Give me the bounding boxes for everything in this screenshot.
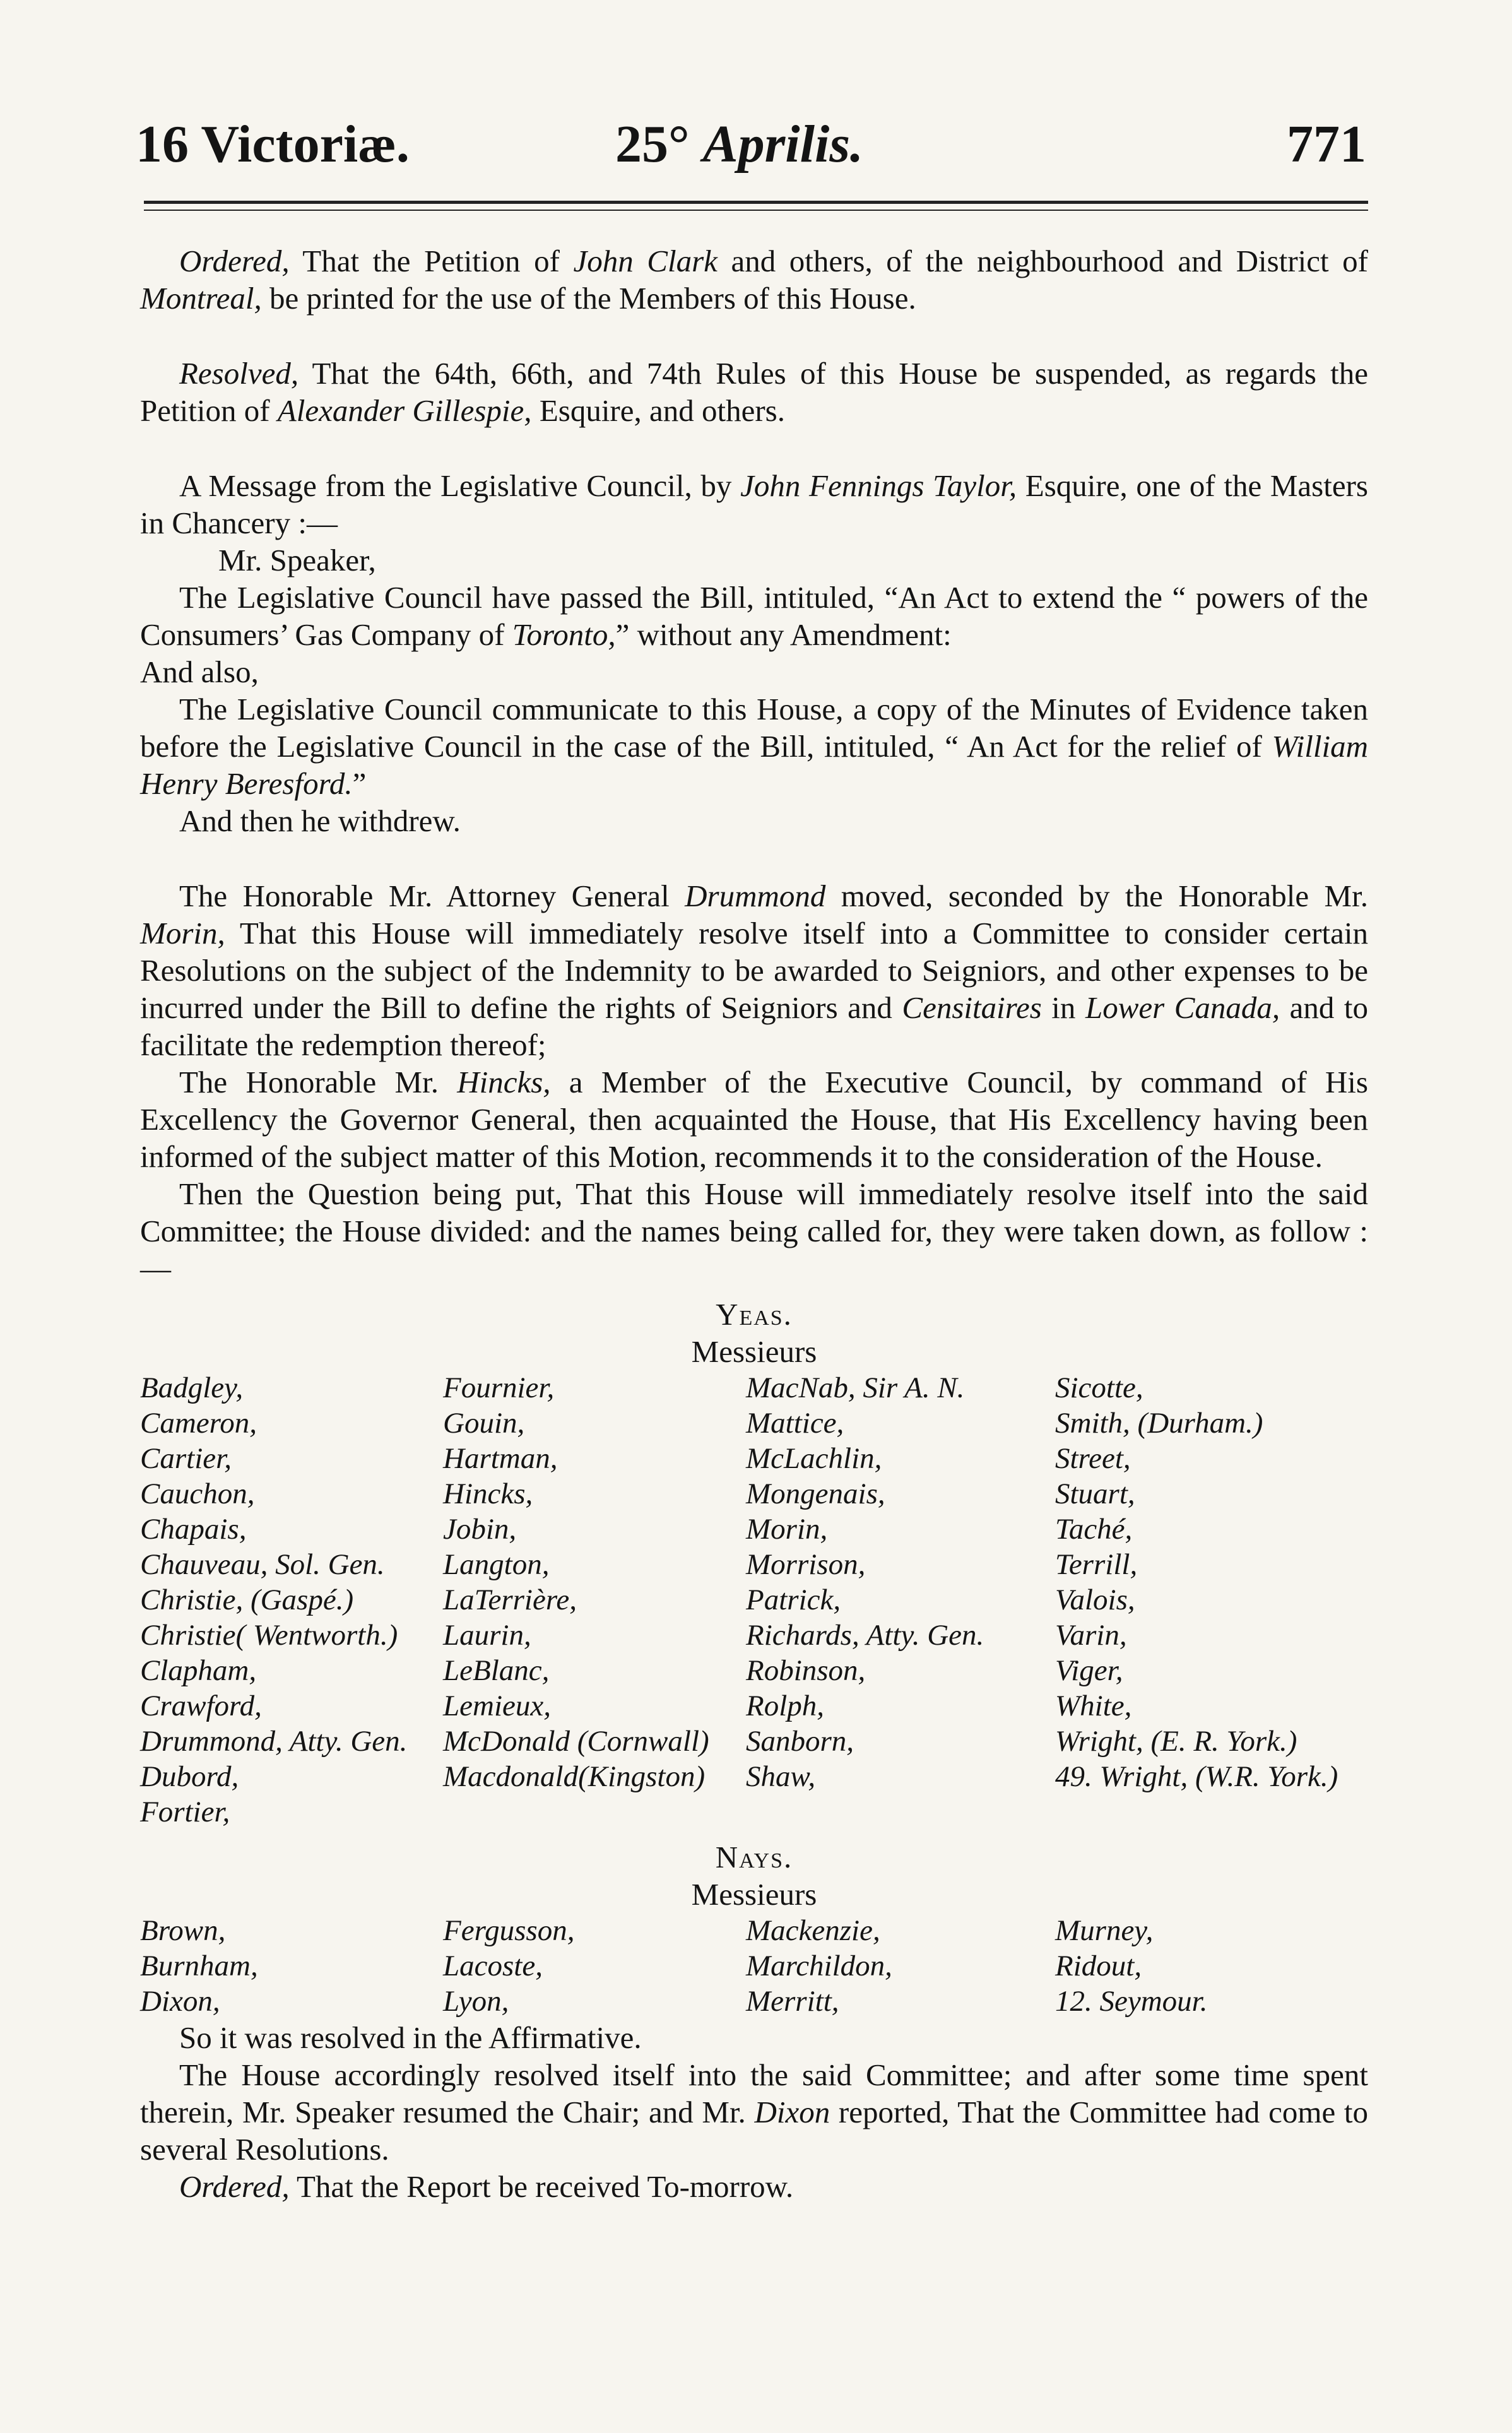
member-name: Cameron, (140, 1407, 257, 1440)
member-name: Mongenais, (746, 1477, 885, 1510)
member-name: Morin, (746, 1513, 828, 1546)
member-name: McDonald (Cornwall) (443, 1725, 709, 1758)
table-row (140, 1441, 1368, 1476)
table-row (140, 1547, 1368, 1582)
name: John Fennings Taylor, (740, 468, 1017, 503)
page-header (136, 101, 1366, 177)
text: and others, of the neighbourhood and District of (717, 244, 1368, 278)
page-body (140, 242, 1368, 2205)
member-name: Smith, (Durham.) (1055, 1407, 1263, 1440)
name: Morin, (140, 916, 225, 950)
member-name: Robinson, (746, 1654, 866, 1687)
member-name: Stuart, (1055, 1477, 1135, 1510)
table-row (140, 1794, 1368, 1830)
table-row (140, 1913, 1368, 1948)
table-row (140, 1653, 1368, 1688)
table-row (140, 1759, 1368, 1794)
table-row (140, 1984, 1368, 2019)
label-resolved: Resolved, (179, 356, 299, 391)
member-name: McLachlin, (746, 1442, 882, 1475)
member-name: Valois, (1055, 1584, 1135, 1616)
text: The Honorable Mr. Attorney General (179, 879, 685, 913)
yeas-table (140, 1370, 1368, 1830)
table-row (140, 1724, 1368, 1759)
member-name: Badgley, (140, 1371, 244, 1404)
member-name: 49. Wright, (W.R. York.) (1055, 1760, 1338, 1793)
text: The Legislative Council communicate to this House, a copy of the Minutes of Evidence taken before the Legislative Council in the case of the Bill, intituled, “ An Act for the relief of (140, 692, 1368, 764)
report-order (140, 2168, 1368, 2205)
date-number: 25° (615, 115, 690, 174)
name: Hincks, (457, 1065, 551, 1099)
place: Toronto, (512, 617, 616, 652)
text: Esquire, one of the Masters in Chancery :— (140, 468, 1369, 540)
member-name: Terrill, (1055, 1548, 1138, 1581)
table-row (140, 1476, 1368, 1512)
member-name: MacNab, Sir A. N. (746, 1371, 965, 1404)
speaker-address: Mr. Speaker, (218, 543, 376, 577)
member-name: Chauveau, Sol. Gen. (140, 1548, 385, 1581)
member-name: Lacoste, (443, 1950, 543, 1982)
text: a Member of the Executive Council, by command of His Excellency the Governor General, then acquainted the House, that His Excellency having been informed of the subject matter of this Motion, recommends it to the consideration of the House. (140, 1065, 1368, 1174)
motion-text (140, 877, 1368, 1063)
member-name: Lemieux, (443, 1690, 551, 1722)
member-name: Brown, (140, 1914, 226, 1947)
member-name: Drummond, Atty. Gen. (140, 1725, 408, 1758)
text: The House accordingly resolved itself into the said Committee; and after some time spent therein, Mr. Speaker resumed the Chair; and Mr. (140, 2057, 1368, 2129)
committee-report (140, 2056, 1368, 2168)
member-name: Fergusson, (443, 1914, 575, 1947)
member-name: Crawford, (140, 1690, 262, 1722)
member-name: Rolph, (746, 1690, 825, 1722)
text: That this House will immediately resolve itself into a Committee to consider certain Resolutions on the subject of the Indemnity to be awarded to Seigniors, and other expenses to be incurred under the Bill to define the rights of Seigniors and (140, 916, 1368, 1025)
member-name: Dixon, (140, 1985, 220, 2018)
member-name: 12. Seymour. (1055, 1985, 1208, 2018)
member-name: Dubord, (140, 1760, 239, 1793)
member-name: Cartier, (140, 1442, 232, 1475)
messenger-withdrew: And then he withdrew. (179, 803, 461, 838)
member-name: Chapais, (140, 1513, 247, 1546)
nays-table (140, 1913, 1368, 2019)
yeas-messieurs: Messieurs (691, 1334, 817, 1369)
text: in (1041, 990, 1085, 1025)
name: Drummond (685, 879, 826, 913)
text: Esquire, and others. (531, 393, 785, 428)
member-name: Jobin, (443, 1513, 517, 1546)
member-name: Murney, (1055, 1914, 1154, 1947)
nays-heading: Nays. (715, 1840, 793, 1874)
term: Censitaires (902, 990, 1042, 1025)
text: The Legislative Council have passed the Bill, intituled, “An Act to extend the “ powers of the Consumers’ Gas Company of (140, 580, 1368, 652)
royal-recommendation (140, 1063, 1368, 1175)
member-name: Fortier, (140, 1796, 230, 1828)
text: be printed for the use of the Members of this House. (261, 281, 916, 316)
header-rule-thin (144, 210, 1368, 211)
member-name: Langton, (443, 1548, 550, 1581)
yeas-heading: Yeas. (716, 1297, 793, 1332)
text: That the 64th, 66th, and 74th Rules of this House be suspended, as regards the Petition of (140, 356, 1368, 428)
member-name: Cauchon, (140, 1477, 255, 1510)
member-name: Gouin, (443, 1407, 525, 1440)
member-name: Clapham, (140, 1654, 257, 1687)
member-name: Street, (1055, 1442, 1131, 1475)
table-row (140, 1948, 1368, 1984)
member-name: Patrick, (746, 1584, 841, 1616)
date-month: Aprilis. (702, 115, 864, 174)
petition-order (140, 242, 1368, 317)
question-put: Then the Question being put, That this House will immediately resolve itself into the said Committee; the House divided: and the names being called for, they were taken down, as follow :— (140, 1176, 1368, 1286)
place: Montreal, (140, 281, 262, 316)
member-name: Viger, (1055, 1654, 1123, 1687)
member-name: Sanborn, (746, 1725, 854, 1758)
member-name: Sicotte, (1055, 1371, 1143, 1404)
table-row (140, 1512, 1368, 1547)
member-name: Macdonald(Kingston) (443, 1760, 706, 1793)
member-name: Fournier, (443, 1371, 555, 1404)
name: Dixon (754, 2095, 830, 2129)
text: ” without any Amendment: (615, 617, 952, 652)
bill-passed (140, 579, 1368, 653)
name: Alexander Gillespie, (277, 393, 532, 428)
member-name: Laurin, (443, 1619, 531, 1652)
page-date (615, 114, 863, 175)
table-row (140, 1688, 1368, 1724)
member-name: Hartman, (443, 1442, 558, 1475)
member-name: Lyon, (443, 1985, 509, 2018)
member-name: Ridout, (1055, 1950, 1142, 1982)
member-name: Christie, (Gaspé.) (140, 1584, 354, 1616)
table-row (140, 1370, 1368, 1406)
member-name: Wright, (E. R. York.) (1055, 1725, 1297, 1758)
session-title: 16 Victoriæ. (136, 115, 410, 174)
text: That the Petition of (289, 244, 574, 278)
text: The Honorable Mr. (179, 1065, 458, 1099)
member-name: White, (1055, 1690, 1132, 1722)
member-name: Christie( Wentworth.) (140, 1619, 398, 1652)
label-ordered: Ordered, (179, 244, 290, 278)
member-name: Varin, (1055, 1619, 1127, 1652)
member-name: Merritt, (746, 1985, 839, 2018)
member-name: LeBlanc, (443, 1654, 550, 1687)
text: and to facilitate the redemption thereof; (140, 990, 1368, 1062)
page-number: 771 (1287, 115, 1366, 174)
minutes-communicated (140, 690, 1368, 802)
member-name: Hincks, (443, 1477, 533, 1510)
member-name: Marchildon, (746, 1950, 892, 1982)
text: That the Report be received To-morrow. (289, 2169, 794, 2204)
member-name: LaTerrière, (443, 1584, 577, 1616)
label-ordered: Ordered, (179, 2169, 290, 2204)
text: moved, seconded by the Honorable Mr. (825, 879, 1368, 913)
name: John Clark (573, 244, 718, 278)
nays-messieurs: Messieurs (691, 1877, 817, 1912)
name: William Henry Beresford. (140, 729, 1368, 801)
council-message (140, 467, 1368, 542)
member-name: Morrison, (746, 1548, 866, 1581)
affirmative-result: So it was resolved in the Affirmative. (179, 2020, 642, 2055)
member-name: Richards, Atty. Gen. (746, 1619, 984, 1652)
text: reported, That the Committee had come to several Resolutions. (140, 2095, 1368, 2167)
member-name: Shaw, (746, 1760, 816, 1793)
text: A Message from the Legislative Council, by (179, 468, 741, 503)
text: ” (352, 766, 367, 801)
place: Lower Canada, (1085, 990, 1280, 1025)
member-name: Mattice, (746, 1407, 844, 1440)
member-name: Mackenzie, (746, 1914, 880, 1947)
header-rule (144, 201, 1368, 204)
member-name: Burnham, (140, 1950, 258, 1982)
rules-resolution (140, 355, 1368, 429)
table-row (140, 1582, 1368, 1618)
table-row (140, 1406, 1368, 1441)
member-name: Taché, (1055, 1513, 1133, 1546)
table-row (140, 1618, 1368, 1653)
and-also: And also, (140, 654, 259, 689)
